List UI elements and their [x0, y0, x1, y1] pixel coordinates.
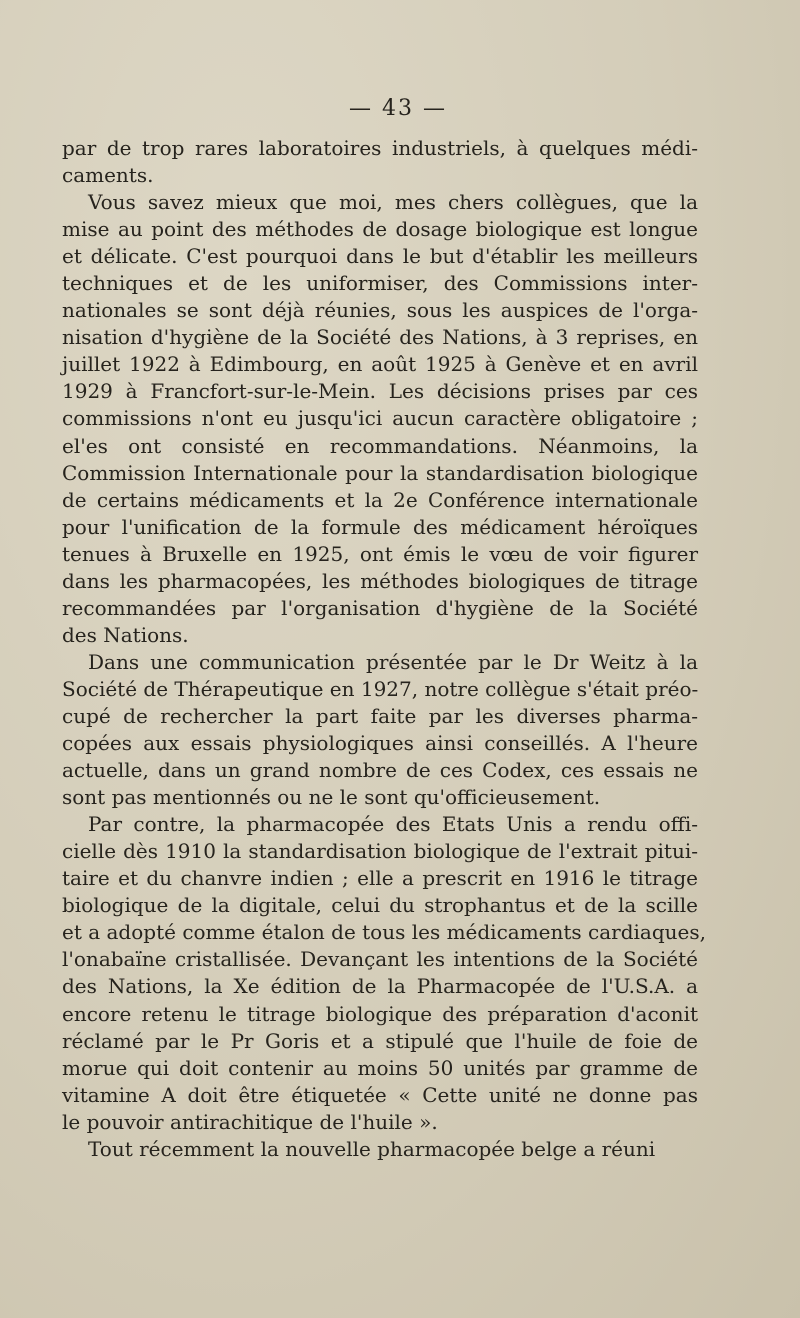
text-line: caments.	[62, 163, 154, 188]
text-line: par de trop rares laboratoires industriels, à quelques médi-	[62, 136, 698, 160]
text-line: el'es ont consisté en recommandations. Néanmoins, la	[62, 433, 698, 458]
text-line: sont pas mentionnés ou ne le sont qu'officieusement.	[62, 785, 601, 810]
text-line: 1929 à Francfort-sur-le-Mein. Les décisions prises par ces	[62, 379, 698, 404]
paragraph	[62, 189, 698, 649]
text-line: des Nations.	[62, 622, 189, 647]
book-page	[62, 96, 706, 1163]
text-line: Commission Internationale pour la standardisation biologique	[62, 460, 698, 485]
text-line: actuelle, dans un grand nombre de ces Codex, ces essais ne	[62, 758, 698, 783]
text-line: et délicate. C'est pourquoi dans le but d'établir les meilleurs	[62, 244, 698, 269]
paragraph	[62, 135, 698, 189]
text-line: Société de Thérapeutique en 1927, notre collègue s'était préo-	[62, 676, 699, 701]
text-line: des Nations, la Xe édition de la Pharmacopée de l'U.S.A. a	[62, 974, 698, 999]
text-line: biologique de la digitale, celui du strophantus et de la scille	[62, 893, 698, 918]
text-line: nationales se sont déjà réunies, sous les auspices de l'orga-	[62, 298, 698, 323]
paragraph	[62, 1136, 698, 1163]
text-line: cielle dès 1910 la standardisation biologique de l'extrait pitui-	[62, 839, 698, 864]
text-line: taire et du chanvre indien ; elle a prescrit en 1916 le titrage	[62, 866, 698, 891]
text-line: mise au point des méthodes de dosage biologique est longue	[62, 217, 698, 242]
text-line: cupé de rechercher la part faite par les diverses pharma-	[62, 703, 698, 728]
text-line: Tout récemment la nouvelle pharmacopée belge a réuni	[88, 1136, 656, 1161]
text-line: copées aux essais physiologiques ainsi conseillés. A l'heure	[62, 731, 698, 756]
text-line: réclamé par le Pr Goris et a stipulé que l'huile de foie de	[62, 1028, 698, 1053]
text-line: commissions n'ont eu jusqu'ici aucun caractère obligatoire ;	[62, 406, 698, 431]
text-line: et a adopté comme étalon de tous les médicaments cardiaques,	[62, 920, 706, 945]
text-line: encore retenu le titrage biologique des préparation d'aconit	[62, 1001, 698, 1026]
text-line: tenues à Bruxelle en 1925, ont émis le vœu de voir figurer	[62, 541, 698, 566]
text-line: recommandées par l'organisation d'hygiène de la Société	[62, 595, 698, 620]
paragraph	[62, 649, 698, 811]
text-line: Par contre, la pharmacopée des Etats Unis a rendu offi-	[88, 812, 698, 837]
paragraph	[62, 811, 706, 1136]
text-line: Vous savez mieux que moi, mes chers collègues, que la	[88, 190, 698, 215]
text-line: morue qui doit contenir au moins 50 unités par gramme de	[62, 1055, 698, 1080]
text-line: nisation d'hygiène de la Société des Nations, à 3 reprises, en	[62, 325, 698, 350]
text-line: le pouvoir antirachitique de l'huile ».	[62, 1109, 438, 1134]
text-line: l'onabaïne cristallisée. Devançant les intentions de la Société	[62, 947, 698, 972]
text-line: juillet 1922 à Edimbourg, en août 1925 à Genève et en avril	[62, 352, 698, 377]
text-line: techniques et de les uniformiser, des Commissions inter-	[62, 271, 698, 296]
text-line: de certains médicaments et la 2e Conférence internationale	[62, 487, 698, 512]
body-text	[62, 135, 706, 1163]
text-line: dans les pharmacopées, les méthodes biologiques de titrage	[62, 568, 698, 593]
text-line: Dans une communication présentée par le Dr Weitz à la	[88, 649, 698, 674]
text-line: pour l'unification de la formule des médicament héroïques	[62, 514, 698, 539]
page-number: — 43 —	[349, 96, 447, 121]
text-line: vitamine A doit être étiquetée « Cette unité ne donne pas	[62, 1082, 698, 1107]
